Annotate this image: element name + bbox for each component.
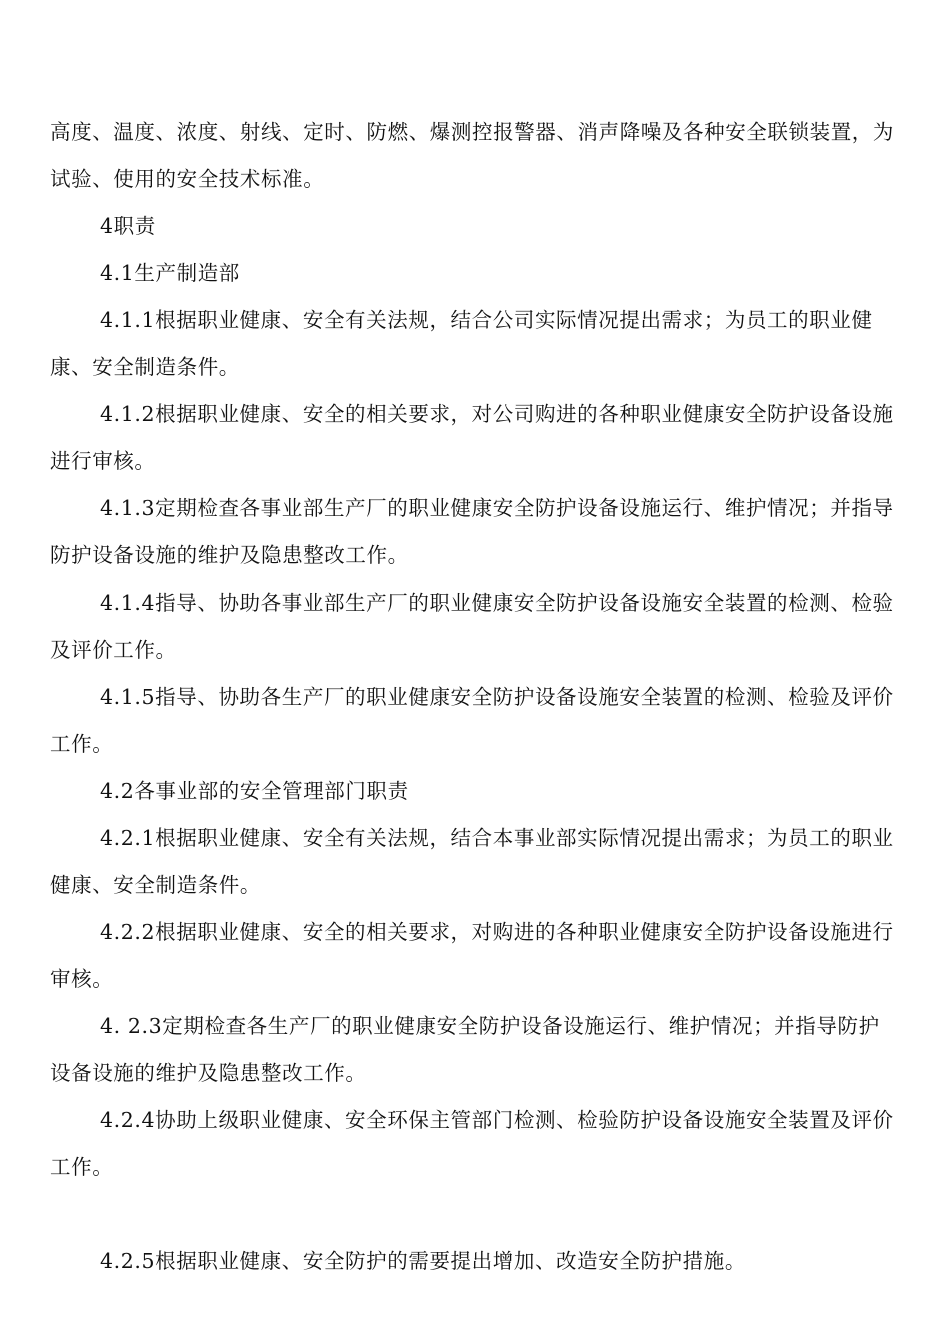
heading-responsibilities: 4职责 xyxy=(100,214,156,238)
paragraph-4-2-5: 4.2.5根据职业健康、安全防护的需要提出增加、改造安全防护措施。 xyxy=(100,1249,746,1273)
heading-production-dept: 4.1生产制造部 xyxy=(100,261,240,285)
paragraph-intro: 高度、温度、浓度、射线、定时、防燃、爆测控报警器、消声降噪及各种安全联锁装置，为试验、使用的安全技术标准。 xyxy=(50,120,894,191)
paragraph-4-2-3: 4. 2.3定期检查各生产厂的职业健康安全防护设备设施运行、维护情况；并指导防护设备设施的维护及隐患整改工作。 xyxy=(50,1014,880,1085)
paragraph-4-1-2: 4.1.2根据职业健康、安全的相关要求，对公司购进的各种职业健康安全防护设备设施进行审核。 xyxy=(50,402,894,473)
paragraph-4-2-1: 4.2.1根据职业健康、安全有关法规，结合本事业部实际情况提出需求；为员工的职业健康、安全制造条件。 xyxy=(50,826,894,897)
paragraph-4-1-3: 4.1.3定期检查各事业部生产厂的职业健康安全防护设备设施运行、维护情况；并指导防护设备设施的维护及隐患整改工作。 xyxy=(50,496,894,567)
paragraph-4-2-2: 4.2.2根据职业健康、安全的相关要求，对购进的各种职业健康安全防护设备设施进行审核。 xyxy=(50,920,894,991)
paragraph-4-1-4: 4.1.4指导、协助各事业部生产厂的职业健康安全防护设备设施安全装置的检测、检验及评价工作。 xyxy=(50,591,894,662)
paragraph-4-1-5: 4.1.5指导、协助各生产厂的职业健康安全防护设备设施安全装置的检测、检验及评价工作。 xyxy=(50,685,894,756)
heading-4-2: 4.2各事业部的安全管理部门职责 xyxy=(100,779,409,803)
paragraph-4-2-4: 4.2.4协助上级职业健康、安全环保主管部门检测、检验防护设备设施安全装置及评价工作。 xyxy=(50,1108,894,1179)
paragraph-4-1-1: 4.1.1根据职业健康、安全有关法规，结合公司实际情况提出需求；为员工的职业健康、安全制造条件。 xyxy=(50,308,873,379)
